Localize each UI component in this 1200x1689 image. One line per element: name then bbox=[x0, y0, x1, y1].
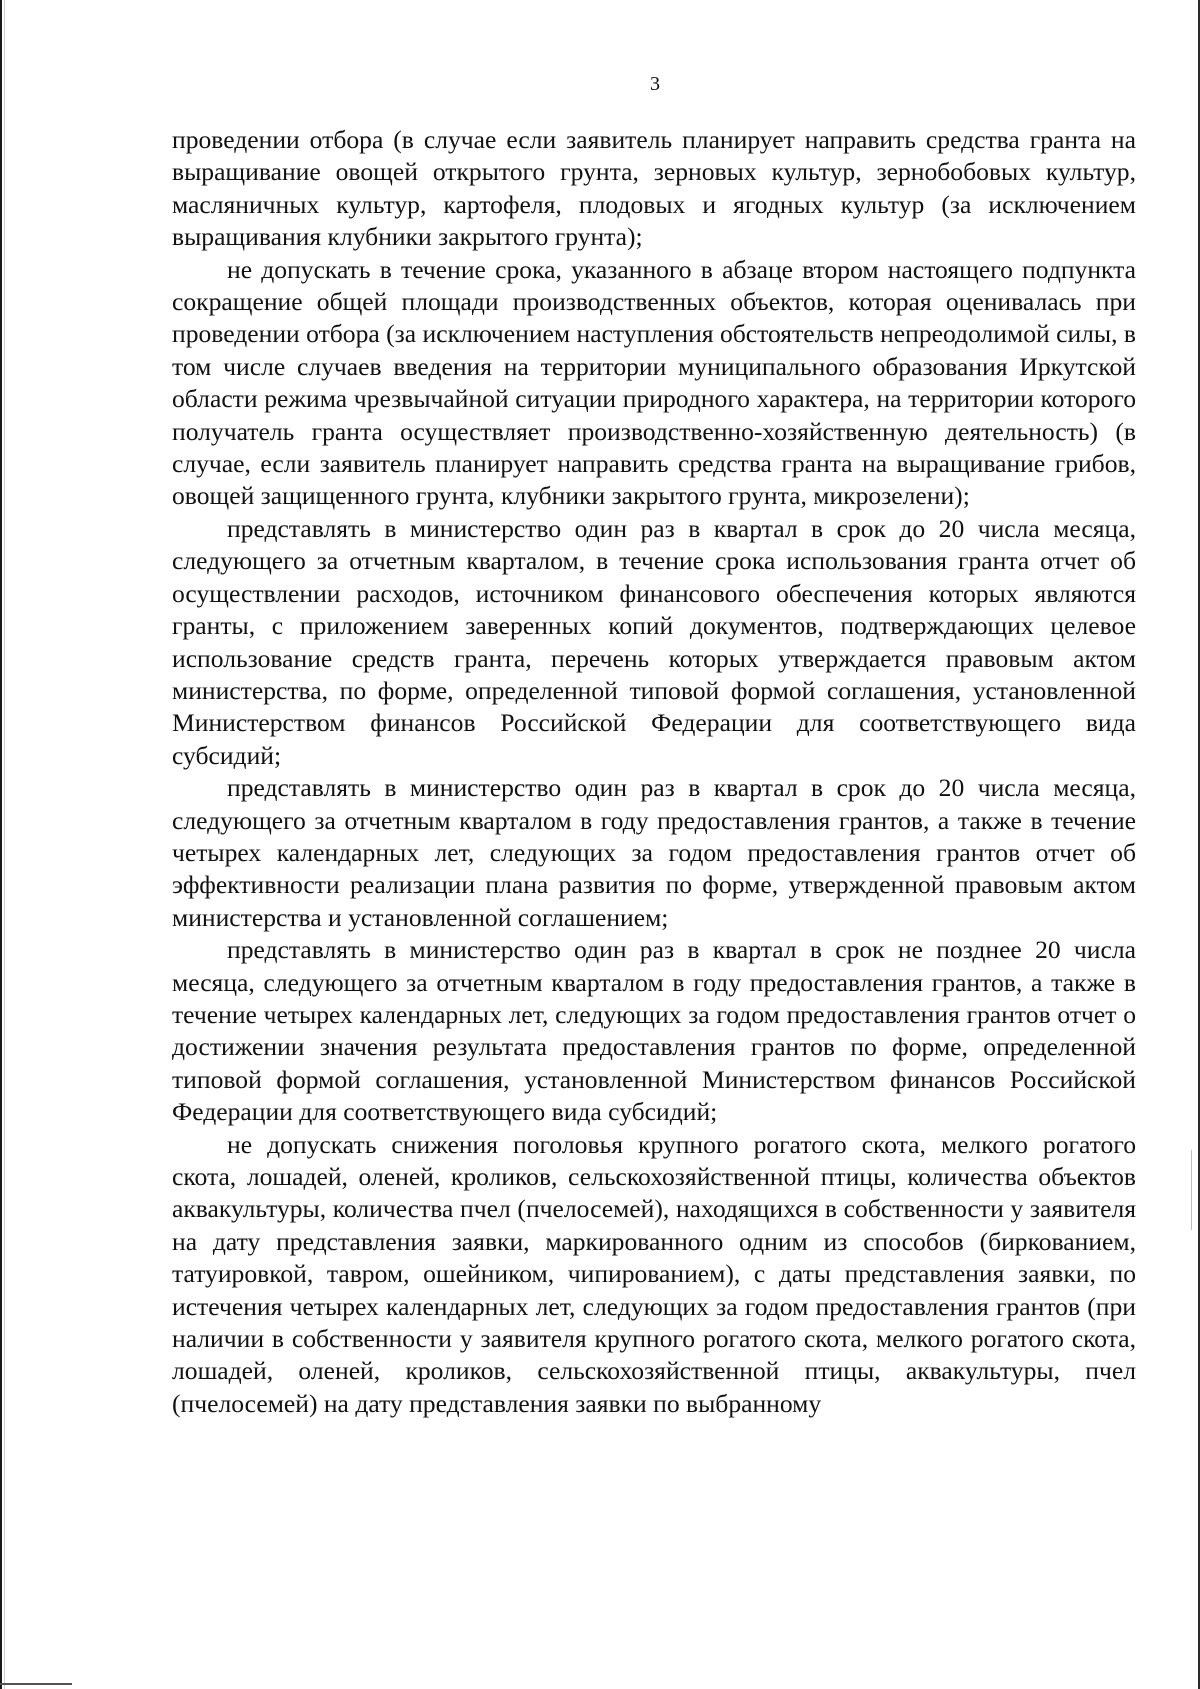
paragraph-expense-report: представлять в министерство один раз в квартал в срок до 20 числа месяца, следующего за отчетным кварталом, в течение срока использования гранта отчет об осуществлении расходов, источником финансового обеспечения которых являются гранты, с приложением заверенных копий документов, подтверждающих целевое использование средств гранта, перечень которых утверждается правовым актом министерства, по форме, определенной типовой формой соглашения, установленной Министерством финансов Российской Федерации для соответствующего вида субсидий; bbox=[172, 513, 1136, 770]
paragraph-result-report: представлять в министерство один раз в квартал в срок не позднее 20 числа месяца, следующего за отчетным кварталом в году предоставления грантов, а также в течение четырех календарных лет, следующих за годом предоставления грантов отчет о достижении значения результата предоставления грантов по форме, определенной типовой формой соглашения, установленной Министерством финансов Российской Федерации для соответствующего вида субсидий; bbox=[172, 935, 1136, 1127]
paragraph-efficiency-report: представлять в министерство один раз в квартал в срок до 20 числа месяца, следующего за отчетным кварталом в году предоставления грантов, а также в течение четырех календарных лет, следующих за годом предоставления грантов отчет об эффективности реализации плана развития по форме, утвержденной правовым актом министерства и установленной соглашением; bbox=[172, 773, 1136, 932]
page-number: 3 bbox=[650, 73, 660, 95]
paragraph-livestock: не допускать снижения поголовья крупного рогатого скота, мелкого рогатого скота, лошадей, оленей, кроликов, сельскохозяйственной птицы, количества объектов аквакультуры, количества пчел (пчелосемей), находящихся в собственности у заявителя на дату представления заявки, маркированного одним из способов (биркованием, татуировкой, тавром, ошейником, чипированием), с даты представления заявки, по истечения четырех календарных лет, следующих за годом предоставления грантов (при наличии в собственности у заявителя крупного рогатого скота, мелкого рогатого скота, лошадей, оленей, кроликов, сельскохозяйственной птицы, аквакультуры, пчел (пчелосемей) на дату представления заявки по выбранному bbox=[172, 1129, 1136, 1418]
scan-border-left bbox=[0, 0, 2, 1689]
paragraph-area-reduction: не допускать в течение срока, указанного в абзаце втором настоящего подпункта сокращение общей площади производственных объектов, которая оценивалась при проведении отбора (за исключением наступления обстоятельств непреодолимой силы, в том числе случаев введения на территории муниципального образования Иркутской области режима чрезвычайной ситуации природного характера, на территории которого получатель гранта осуществляет производственно-хозяйственную деятельность) (в случае, если заявитель планирует направить средства гранта на выращивание грибов, овощей защищенного грунта, клубники закрытого грунта, микрозелени); bbox=[172, 254, 1137, 511]
scan-mark-right bbox=[1191, 1150, 1192, 1230]
scan-shadow-left bbox=[4, 0, 5, 1689]
scan-mark-bottom bbox=[0, 1683, 72, 1685]
paragraph-continuation: проведении отбора (в случае если заявитель планирует направить средства гранта на выращивание овощей открытого грунта, зерновых культур, зернобобовых культур, масляничных культур, картофеля, плодовых и ягодных культур (за исключением выращивания клубники закрытого грунта); bbox=[172, 125, 1136, 252]
document-body bbox=[172, 124, 1136, 1420]
